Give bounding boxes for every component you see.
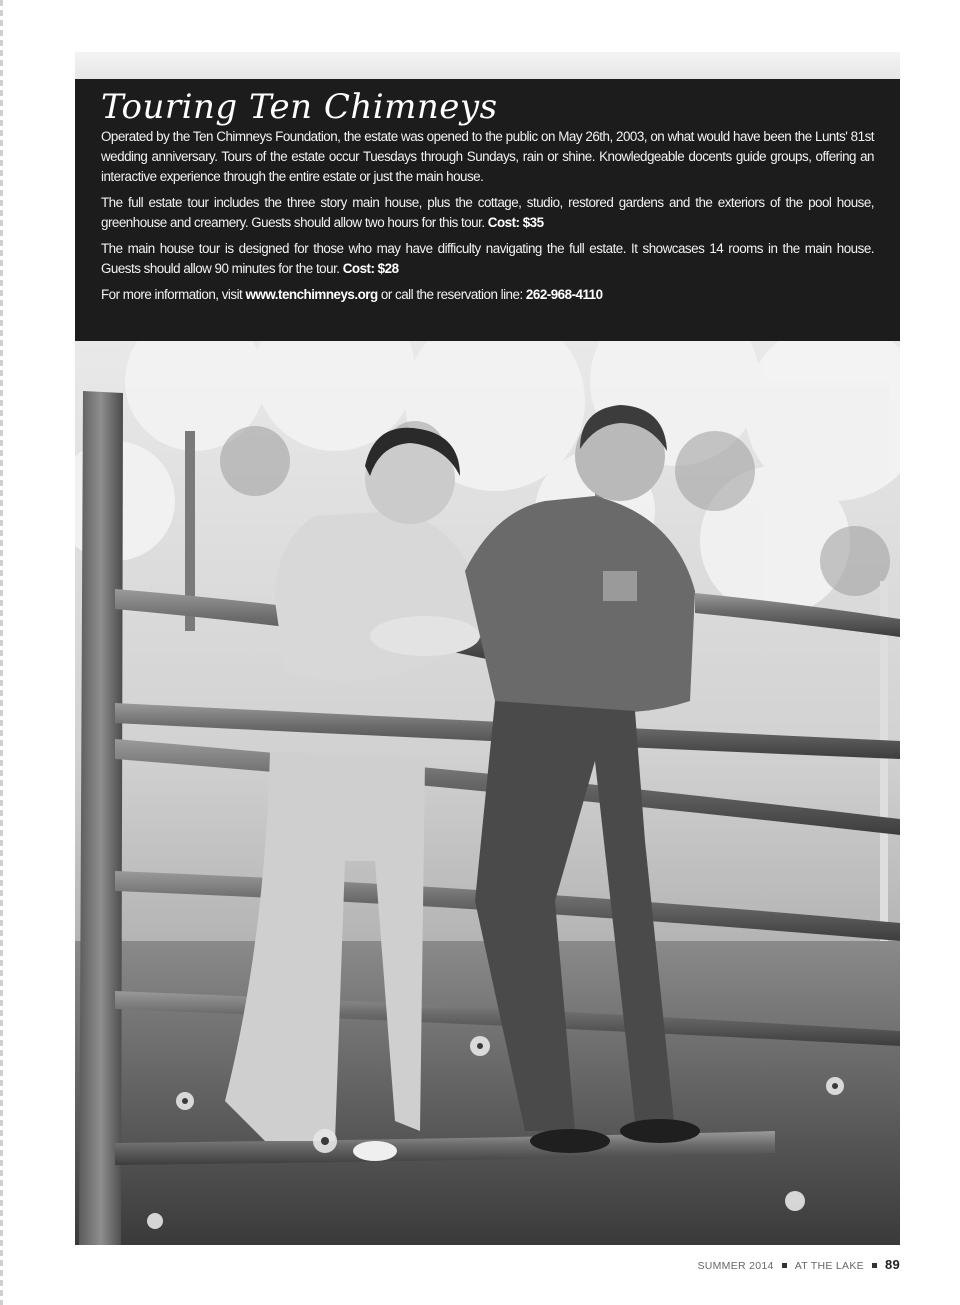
sidebar-paragraph-4: For more information, visit www.tenchimneys.org or call the reservation line: 262-968-4110 bbox=[101, 287, 603, 302]
couple-fence-photo bbox=[75, 341, 900, 1245]
page-edge-marks bbox=[0, 0, 3, 1305]
sidebar-title: Touring Ten Chimneys bbox=[101, 87, 498, 127]
folio-issue: SUMMER 2014 bbox=[697, 1260, 774, 1272]
sidebar-paragraph-3: The main house tour is designed for those who may have difficulty navigating the full estate. It showcases 14 rooms in the main house. Guests should allow 90 minutes for the tour. Cost: $28 bbox=[101, 241, 874, 276]
photo-top-strip bbox=[75, 52, 900, 79]
cost-house-tour: Cost: $28 bbox=[342, 261, 399, 276]
page-folio bbox=[697, 1257, 900, 1272]
info-sidebar bbox=[75, 79, 900, 341]
page-number: 89 bbox=[884, 1257, 900, 1272]
folio-publication: AT THE LAKE bbox=[794, 1260, 864, 1272]
sidebar-paragraph-2: The full estate tour includes the three story main house, plus the cottage, studio, restored gardens and the exteriors of the pool house, greenhouse and creamery. Guests should allow two hours for this tour. Cost: $35 bbox=[101, 195, 874, 230]
folio-separator bbox=[872, 1263, 877, 1268]
sidebar-paragraph-1: Operated by the Ten Chimneys Foundation, the estate was opened to the public on May 26th, 2003, on what would have been the Lunts' 81st wedding anniversary. Tours of the estate occur Tuesdays through Sundays, rain or shine. Knowledgeable docents guide groups, offering an interactive experience through the entire estate or just the main house. bbox=[101, 129, 874, 184]
website-link[interactable]: www.tenchimneys.org bbox=[245, 287, 378, 302]
cost-full-tour: Cost: $35 bbox=[487, 215, 544, 230]
phone-number: 262-968-4110 bbox=[525, 287, 603, 302]
folio-separator bbox=[782, 1263, 787, 1268]
